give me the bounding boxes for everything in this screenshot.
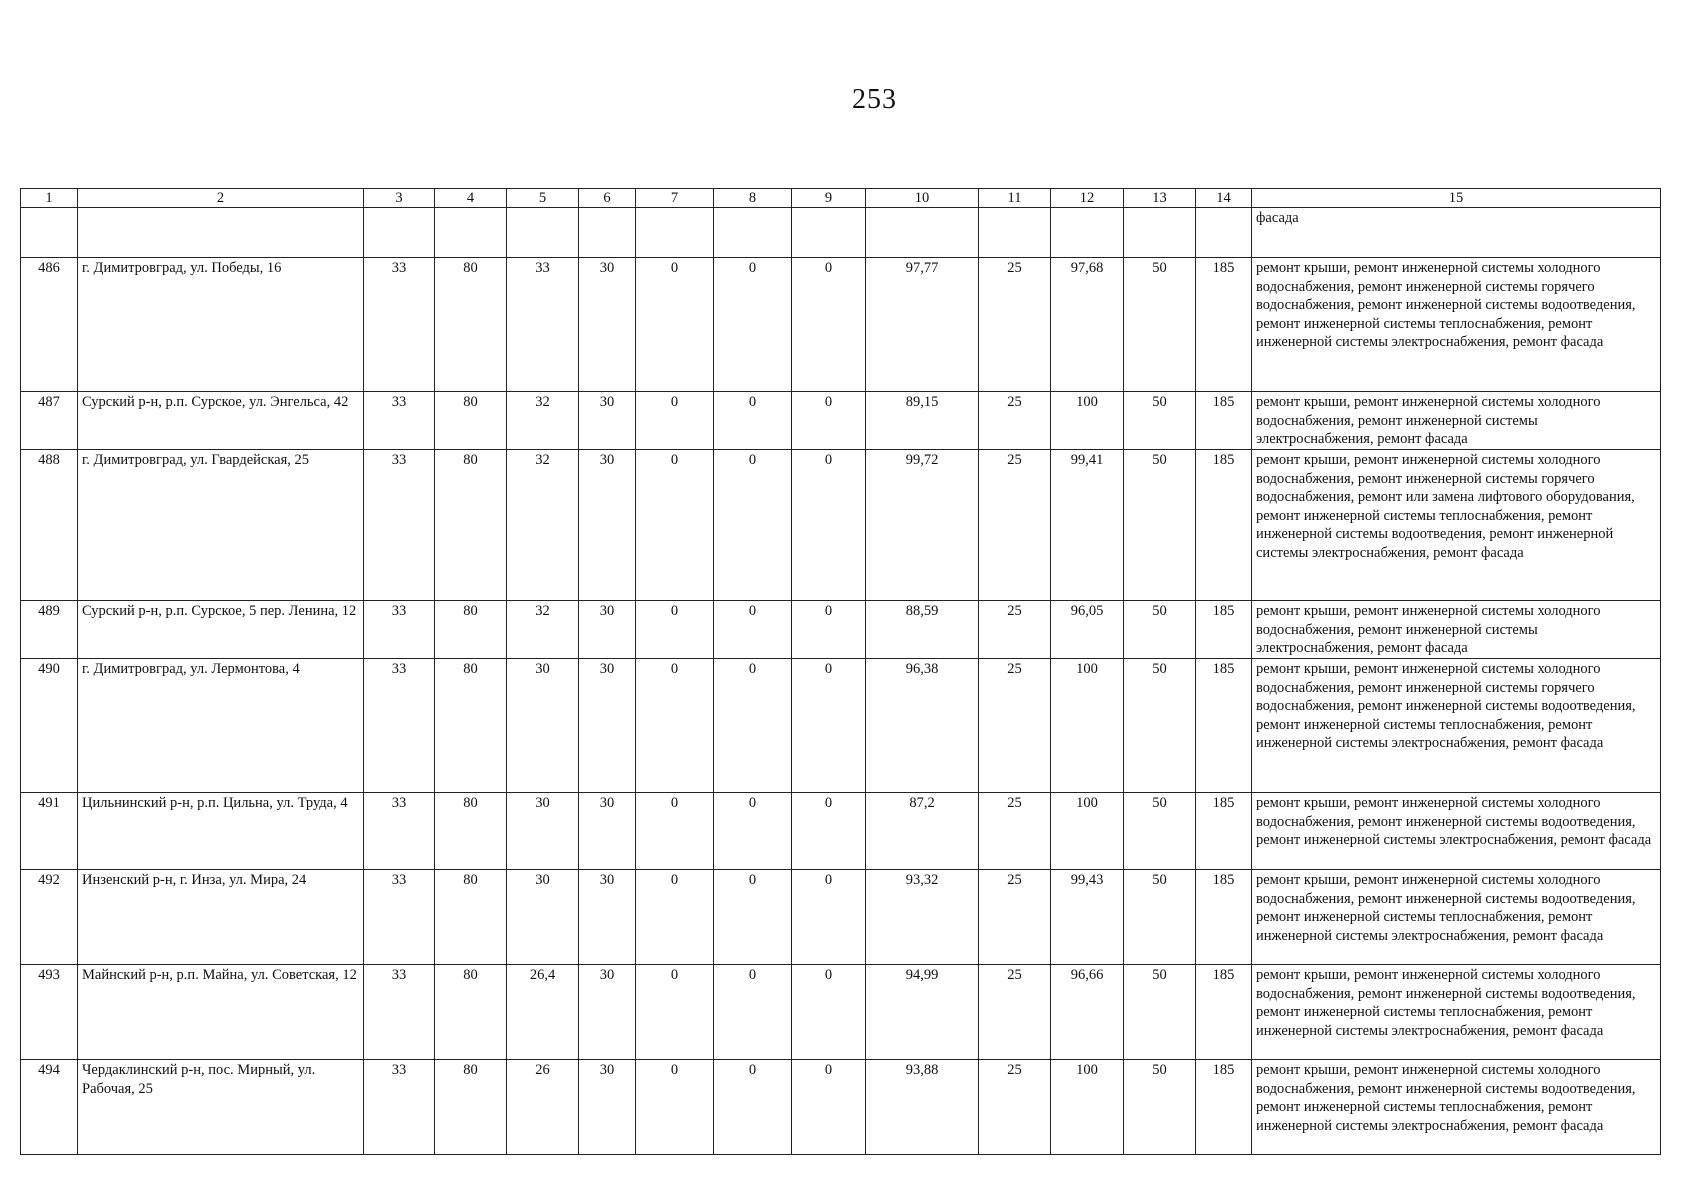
value-cell: 93,32 [866, 870, 979, 965]
column-header: 8 [714, 189, 792, 208]
capital-repair-table-container [20, 188, 1660, 1155]
works-cell: ремонт крыши, ремонт инженерной системы холодного водоснабжения, ремонт инженерной системы водоотведения, ремонт инженерной системы теплоснабжения, ремонт инженерной системы электроснабжения, ремонт фасада [1252, 870, 1661, 965]
value-cell: 50 [1124, 258, 1196, 392]
column-header: 14 [1196, 189, 1252, 208]
value-cell: 0 [636, 659, 714, 793]
value-cell: 100 [1051, 1060, 1124, 1155]
address-cell: Цильнинский р-н, р.п. Цильна, ул. Труда, 4 [78, 793, 364, 870]
value-cell: 33 [507, 258, 579, 392]
value-cell: 33 [364, 450, 435, 601]
value-cell: 30 [579, 601, 636, 659]
address-cell: г. Димитровград, ул. Гвардейская, 25 [78, 450, 364, 601]
value-cell: 88,59 [866, 601, 979, 659]
value-cell: 96,05 [1051, 601, 1124, 659]
value-cell: 50 [1124, 870, 1196, 965]
table-cell [78, 208, 364, 258]
value-cell: 50 [1124, 965, 1196, 1060]
table-row [21, 965, 1661, 1060]
column-header: 12 [1051, 189, 1124, 208]
value-cell: 0 [636, 1060, 714, 1155]
value-cell: 185 [1196, 870, 1252, 965]
column-header: 6 [579, 189, 636, 208]
value-cell: 185 [1196, 450, 1252, 601]
value-cell: 0 [792, 392, 866, 450]
carryover-works-cell: фасада [1252, 208, 1661, 258]
value-cell: 50 [1124, 450, 1196, 601]
value-cell: 25 [979, 392, 1051, 450]
value-cell: 80 [435, 1060, 507, 1155]
value-cell: 32 [507, 392, 579, 450]
value-cell: 33 [364, 258, 435, 392]
row-number-cell: 491 [21, 793, 78, 870]
value-cell: 0 [636, 258, 714, 392]
value-cell: 99,72 [866, 450, 979, 601]
page-number: 253 [852, 84, 897, 115]
column-header: 13 [1124, 189, 1196, 208]
value-cell: 0 [636, 965, 714, 1060]
value-cell: 185 [1196, 659, 1252, 793]
value-cell: 96,66 [1051, 965, 1124, 1060]
value-cell: 33 [364, 659, 435, 793]
value-cell: 0 [714, 392, 792, 450]
table-cell [792, 208, 866, 258]
value-cell: 100 [1051, 392, 1124, 450]
table-cell [1051, 208, 1124, 258]
value-cell: 30 [579, 450, 636, 601]
value-cell: 100 [1051, 793, 1124, 870]
row-number-cell: 490 [21, 659, 78, 793]
table-cell [364, 208, 435, 258]
table-cell [979, 208, 1051, 258]
value-cell: 0 [636, 870, 714, 965]
value-cell: 25 [979, 870, 1051, 965]
value-cell: 30 [579, 258, 636, 392]
column-header: 11 [979, 189, 1051, 208]
value-cell: 0 [636, 793, 714, 870]
value-cell: 50 [1124, 793, 1196, 870]
value-cell: 0 [792, 870, 866, 965]
column-number-header-row [21, 189, 1661, 208]
value-cell: 26 [507, 1060, 579, 1155]
works-cell: ремонт крыши, ремонт инженерной системы холодного водоснабжения, ремонт инженерной системы электроснабжения, ремонт фасада [1252, 601, 1661, 659]
row-number-cell: 494 [21, 1060, 78, 1155]
column-header: 9 [792, 189, 866, 208]
column-header: 4 [435, 189, 507, 208]
value-cell: 25 [979, 793, 1051, 870]
value-cell: 185 [1196, 392, 1252, 450]
value-cell: 80 [435, 965, 507, 1060]
value-cell: 185 [1196, 258, 1252, 392]
table-row [21, 870, 1661, 965]
value-cell: 33 [364, 870, 435, 965]
value-cell: 0 [636, 450, 714, 601]
works-cell: ремонт крыши, ремонт инженерной системы холодного водоснабжения, ремонт инженерной системы водоотведения, ремонт инженерной системы теплоснабжения, ремонт инженерной системы электроснабжения, ремонт фасада [1252, 1060, 1661, 1155]
table-row [21, 450, 1661, 601]
table-cell [21, 208, 78, 258]
value-cell: 0 [792, 258, 866, 392]
value-cell: 25 [979, 1060, 1051, 1155]
row-number-cell: 488 [21, 450, 78, 601]
address-cell: г. Димитровград, ул. Победы, 16 [78, 258, 364, 392]
value-cell: 30 [579, 392, 636, 450]
value-cell: 100 [1051, 659, 1124, 793]
value-cell: 50 [1124, 659, 1196, 793]
column-header: 10 [866, 189, 979, 208]
capital-repair-table [20, 188, 1661, 1155]
value-cell: 80 [435, 601, 507, 659]
value-cell: 87,2 [866, 793, 979, 870]
value-cell: 97,77 [866, 258, 979, 392]
value-cell: 33 [364, 601, 435, 659]
value-cell: 30 [579, 793, 636, 870]
value-cell: 80 [435, 793, 507, 870]
value-cell: 33 [364, 965, 435, 1060]
value-cell: 80 [435, 659, 507, 793]
value-cell: 0 [714, 601, 792, 659]
value-cell: 185 [1196, 965, 1252, 1060]
value-cell: 96,38 [866, 659, 979, 793]
value-cell: 185 [1196, 793, 1252, 870]
row-number-cell: 489 [21, 601, 78, 659]
value-cell: 30 [579, 870, 636, 965]
value-cell: 25 [979, 965, 1051, 1060]
value-cell: 80 [435, 450, 507, 601]
value-cell: 30 [507, 793, 579, 870]
value-cell: 89,15 [866, 392, 979, 450]
value-cell: 0 [636, 392, 714, 450]
value-cell: 25 [979, 601, 1051, 659]
column-header: 5 [507, 189, 579, 208]
value-cell: 50 [1124, 392, 1196, 450]
value-cell: 50 [1124, 1060, 1196, 1155]
works-cell: ремонт крыши, ремонт инженерной системы холодного водоснабжения, ремонт инженерной системы горячего водоснабжения, ремонт инженерной системы водоотведения, ремонт инженерной системы теплоснабжения, ремонт инженерной системы электроснабжения, ремонт фасада [1252, 258, 1661, 392]
value-cell: 26,4 [507, 965, 579, 1060]
value-cell: 185 [1196, 1060, 1252, 1155]
value-cell: 32 [507, 601, 579, 659]
table-row [21, 659, 1661, 793]
value-cell: 30 [507, 659, 579, 793]
works-cell: ремонт крыши, ремонт инженерной системы холодного водоснабжения, ремонт инженерной системы горячего водоснабжения, ремонт или замена лифтового оборудования, ремонт инженерной системы теплоснабжения, ремонт инженерной системы водоотведения, ремонт инженерной системы электроснабжения, ремонт фасада [1252, 450, 1661, 601]
table-cell [636, 208, 714, 258]
works-cell: ремонт крыши, ремонт инженерной системы холодного водоснабжения, ремонт инженерной системы горячего водоснабжения, ремонт инженерной системы водоотведения, ремонт инженерной системы теплоснабжения, ремонт инженерной системы электроснабжения, ремонт фасада [1252, 659, 1661, 793]
value-cell: 0 [792, 659, 866, 793]
value-cell: 94,99 [866, 965, 979, 1060]
column-header: 3 [364, 189, 435, 208]
table-row [21, 601, 1661, 659]
address-cell: Сурский р-н, р.п. Сурское, ул. Энгельса, 42 [78, 392, 364, 450]
value-cell: 30 [507, 870, 579, 965]
value-cell: 33 [364, 392, 435, 450]
value-cell: 0 [714, 870, 792, 965]
value-cell: 0 [714, 1060, 792, 1155]
carryover-row [21, 208, 1661, 258]
value-cell: 32 [507, 450, 579, 601]
value-cell: 0 [714, 965, 792, 1060]
value-cell: 33 [364, 793, 435, 870]
value-cell: 0 [792, 793, 866, 870]
table-cell [507, 208, 579, 258]
value-cell: 25 [979, 258, 1051, 392]
column-header: 7 [636, 189, 714, 208]
value-cell: 80 [435, 870, 507, 965]
value-cell: 0 [792, 601, 866, 659]
value-cell: 0 [714, 450, 792, 601]
works-cell: ремонт крыши, ремонт инженерной системы холодного водоснабжения, ремонт инженерной системы водоотведения, ремонт инженерной системы теплоснабжения, ремонт инженерной системы электроснабжения, ремонт фасада [1252, 965, 1661, 1060]
value-cell: 25 [979, 659, 1051, 793]
address-cell: Инзенский р-н, г. Инза, ул. Мира, 24 [78, 870, 364, 965]
value-cell: 0 [792, 1060, 866, 1155]
table-row [21, 793, 1661, 870]
value-cell: 0 [792, 450, 866, 601]
table-cell [866, 208, 979, 258]
value-cell: 30 [579, 965, 636, 1060]
value-cell: 25 [979, 450, 1051, 601]
address-cell: г. Димитровград, ул. Лермонтова, 4 [78, 659, 364, 793]
works-cell: ремонт крыши, ремонт инженерной системы холодного водоснабжения, ремонт инженерной системы электроснабжения, ремонт фасада [1252, 392, 1661, 450]
value-cell: 30 [579, 659, 636, 793]
value-cell: 99,41 [1051, 450, 1124, 601]
table-cell [714, 208, 792, 258]
table-row [21, 258, 1661, 392]
address-cell: Сурский р-н, р.п. Сурское, 5 пер. Ленина, 12 [78, 601, 364, 659]
address-cell: Чердаклинский р-н, пос. Мирный, ул. Рабочая, 25 [78, 1060, 364, 1155]
works-cell: ремонт крыши, ремонт инженерной системы холодного водоснабжения, ремонт инженерной системы водоотведения, ремонт инженерной системы электроснабжения, ремонт фасада [1252, 793, 1661, 870]
column-header: 15 [1252, 189, 1661, 208]
table-row [21, 1060, 1661, 1155]
table-cell [1124, 208, 1196, 258]
value-cell: 0 [714, 659, 792, 793]
row-number-cell: 493 [21, 965, 78, 1060]
row-number-cell: 486 [21, 258, 78, 392]
table-cell [1196, 208, 1252, 258]
row-number-cell: 492 [21, 870, 78, 965]
value-cell: 50 [1124, 601, 1196, 659]
value-cell: 93,88 [866, 1060, 979, 1155]
table-cell [435, 208, 507, 258]
value-cell: 33 [364, 1060, 435, 1155]
row-number-cell: 487 [21, 392, 78, 450]
value-cell: 97,68 [1051, 258, 1124, 392]
value-cell: 0 [714, 793, 792, 870]
value-cell: 30 [579, 1060, 636, 1155]
column-header: 1 [21, 189, 78, 208]
value-cell: 80 [435, 258, 507, 392]
table-cell [579, 208, 636, 258]
column-header: 2 [78, 189, 364, 208]
value-cell: 0 [792, 965, 866, 1060]
address-cell: Майнский р-н, р.п. Майна, ул. Советская, 12 [78, 965, 364, 1060]
value-cell: 0 [636, 601, 714, 659]
value-cell: 99,43 [1051, 870, 1124, 965]
value-cell: 80 [435, 392, 507, 450]
value-cell: 185 [1196, 601, 1252, 659]
value-cell: 0 [714, 258, 792, 392]
table-row [21, 392, 1661, 450]
